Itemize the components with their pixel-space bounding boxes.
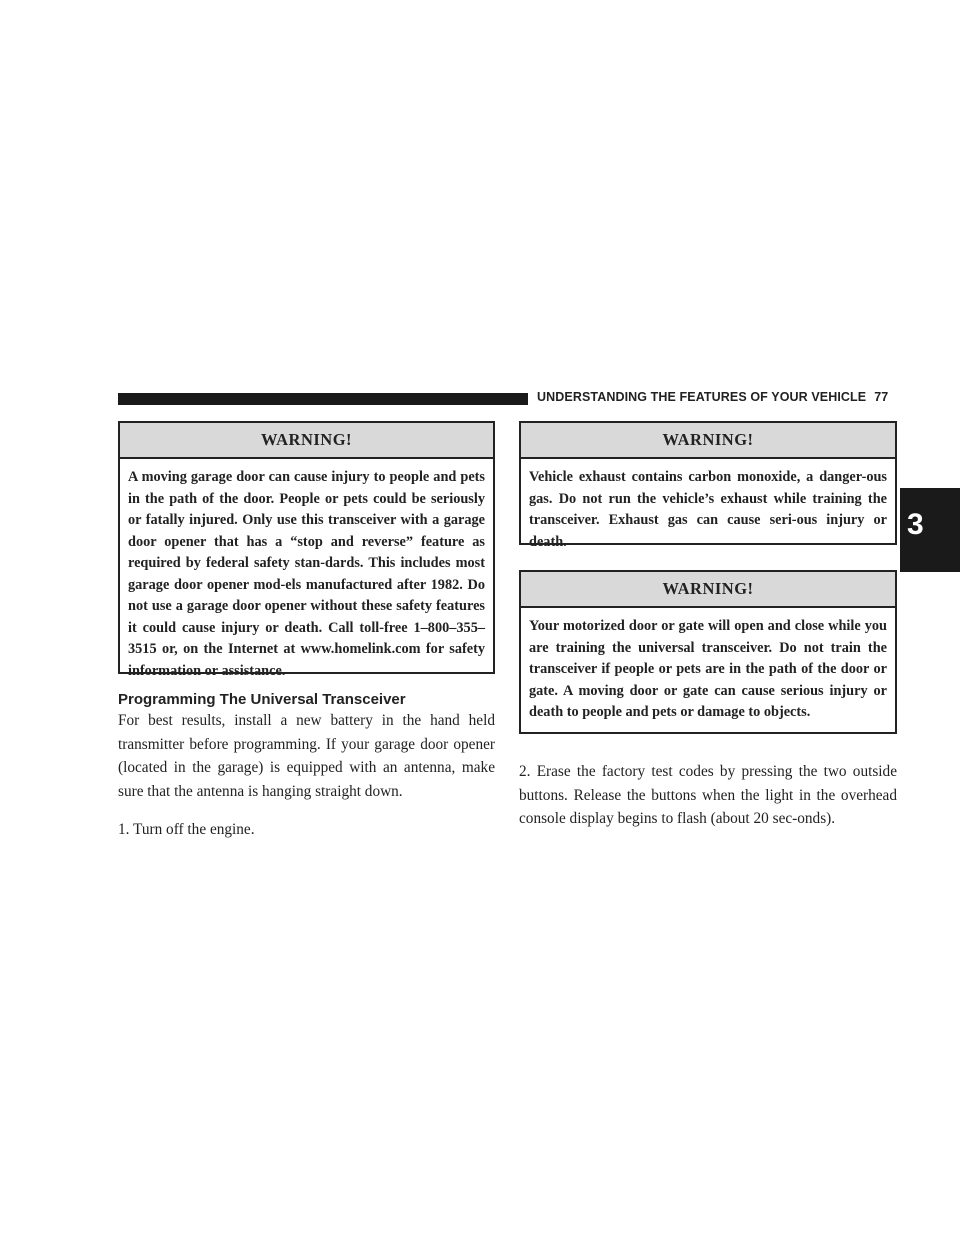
warning-body: Vehicle exhaust contains carbon monoxide, a danger-ous gas. Do not run the vehicle’s exhaust while training the transceiver. Exhaust gas can cause seri-ous injury or death. xyxy=(529,469,887,550)
warning-box-garage-door xyxy=(118,421,495,679)
header-rule xyxy=(118,393,528,405)
warning-title: WARNING! xyxy=(521,572,895,608)
intro-paragraph: For best results, install a new battery in the hand held transmitter before programming. If your garage door opener (located in the garage) is equipped with an antenna, make sure that the antenna is hanging straight down. xyxy=(118,712,495,800)
warning-box-exhaust xyxy=(519,421,897,550)
section-heading: Programming The Universal Transceiver xyxy=(118,691,406,708)
page-number: 77 xyxy=(874,390,889,404)
step-1: 1. Turn off the engine. xyxy=(118,821,255,838)
warning-box-motorized-door xyxy=(519,570,897,734)
step-2: 2. Erase the factory test codes by pressing the two outside buttons. Release the buttons when the light in the overhead console display begins to flash (about 20 sec-onds). xyxy=(519,763,897,827)
section-title: UNDERSTANDING THE FEATURES OF YOUR VEHICLE xyxy=(537,390,867,404)
chapter-number: 3 xyxy=(907,508,924,541)
warning-body: Your motorized door or gate will open and close while you are training the universal transceiver. Do not train the transceiver if people or pets are in the path of the door or gate. A moving door or gate can cause serious injury or death to people and pets or damage to objects. xyxy=(529,618,887,720)
chapter-tab xyxy=(900,488,960,572)
warning-title: WARNING! xyxy=(120,423,493,459)
warning-body: A moving garage door can cause injury to people and pets in the path of the door. People or pets could be seriously or fatally injured. Only use this transceiver with a garage door opener that has a “stop and reverse” feature as required by federal safety stan-dards. This includes most garage door opener mod-els manufactured after 1982. Do not use a garage door opener without these safety features it could cause injury or death. Call toll-free 1–800–355–3515 or, on the Internet at www.homelink.com for safety information or assistance. xyxy=(128,469,485,679)
running-header xyxy=(537,390,897,404)
warning-title: WARNING! xyxy=(521,423,895,459)
